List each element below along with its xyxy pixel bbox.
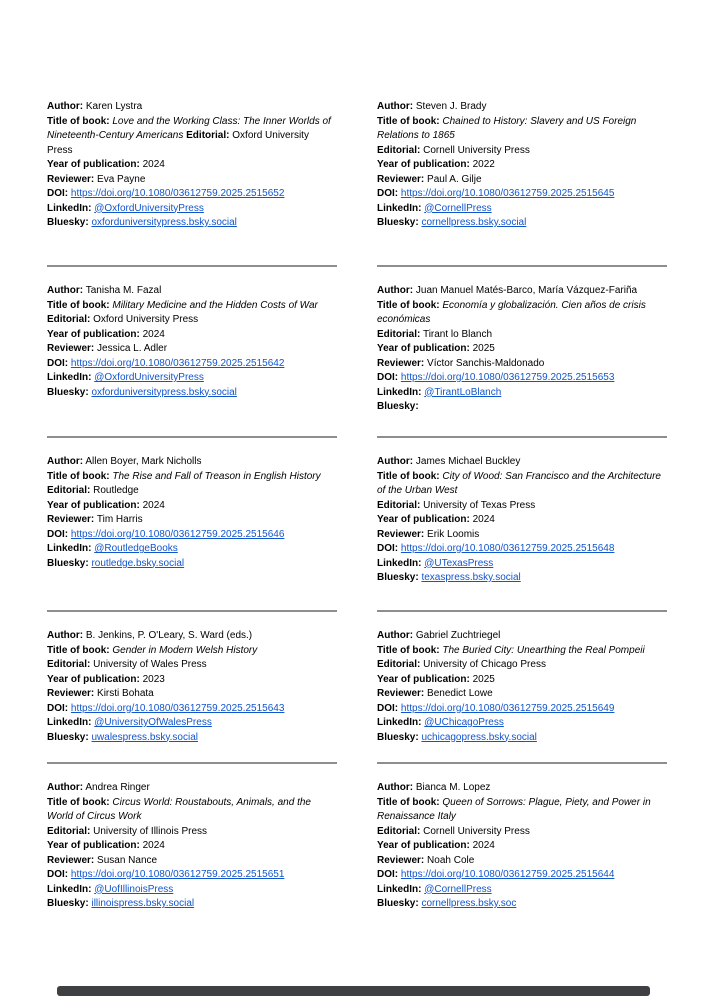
linkedin-link[interactable]: @UChicagoPress bbox=[424, 717, 504, 728]
doi-link[interactable]: https://doi.org/10.1080/03612759.2025.2515652 bbox=[70, 188, 285, 199]
bluesky-line bbox=[47, 731, 337, 746]
linkedin-line bbox=[47, 371, 337, 386]
author-line bbox=[47, 100, 337, 115]
book-entry bbox=[377, 100, 667, 231]
reviewer-label: Reviewer: bbox=[377, 528, 425, 540]
title-label: Title of book: bbox=[377, 796, 440, 808]
author-value: James Michael Buckley bbox=[415, 456, 521, 467]
doi-link[interactable]: https://doi.org/10.1080/03612759.2025.2515646 bbox=[70, 528, 285, 540]
title-line bbox=[47, 644, 337, 659]
editorial-line bbox=[47, 825, 337, 840]
title-value: Circus World: Roustabouts, Animals, and the World of Circus Work bbox=[47, 796, 311, 822]
entries-row-5 bbox=[47, 781, 708, 912]
bluesky-label: Bluesky: bbox=[47, 386, 89, 398]
editorial-label: Editorial: bbox=[377, 499, 421, 511]
year-value: 2024 bbox=[142, 159, 165, 170]
bluesky-link[interactable]: cornellpress.bsky.social bbox=[421, 217, 527, 228]
year-label: Year of publication: bbox=[47, 159, 140, 170]
bluesky-line bbox=[47, 557, 337, 572]
editorial-value: Oxford University Press bbox=[93, 314, 199, 325]
year-label: Year of publication: bbox=[377, 159, 470, 170]
year-line bbox=[47, 499, 337, 514]
reviewer-value: Eva Payne bbox=[97, 173, 146, 185]
title-value: Queen of Sorrows: Plague, Piety, and Power in Renaissance Italy bbox=[377, 796, 651, 822]
year-label: Year of publication: bbox=[377, 343, 470, 354]
bluesky-label: Bluesky: bbox=[47, 557, 89, 569]
linkedin-label: LinkedIn: bbox=[47, 717, 92, 728]
year-line bbox=[377, 513, 667, 528]
entry-slot-left bbox=[47, 100, 377, 231]
linkedin-label: LinkedIn: bbox=[377, 557, 422, 569]
reviewer-value: Noah Cole bbox=[427, 854, 475, 866]
bluesky-line bbox=[377, 216, 667, 231]
book-entry bbox=[377, 629, 667, 745]
doi-link[interactable]: https://doi.org/10.1080/03612759.2025.2515651 bbox=[70, 869, 285, 880]
bluesky-link[interactable]: cornellpress.bsky.soc bbox=[421, 898, 517, 909]
divider-line bbox=[377, 436, 667, 438]
entry-slot-left bbox=[47, 629, 377, 745]
reviewer-line bbox=[47, 173, 337, 188]
reviewer-label: Reviewer: bbox=[377, 357, 425, 369]
editorial-value: Oxford University Press bbox=[47, 130, 309, 156]
reviewer-label: Reviewer: bbox=[47, 514, 95, 525]
linkedin-link[interactable]: @TirantLoBlanch bbox=[424, 386, 502, 398]
book-entry bbox=[377, 781, 667, 912]
title-value: Love and the Working Class: The Inner Worlds of Nineteenth-Century Americans bbox=[47, 115, 331, 141]
title-label: Title of book: bbox=[377, 644, 440, 656]
year-value: 2024 bbox=[472, 514, 495, 525]
author-line bbox=[377, 100, 667, 115]
title-line bbox=[47, 115, 337, 159]
doi-label: DOI: bbox=[47, 528, 69, 540]
title-line bbox=[47, 299, 337, 314]
reviewer-value: Paul A. Gilje bbox=[427, 173, 482, 185]
reviewer-label: Reviewer: bbox=[377, 173, 425, 185]
title-label: Title of book: bbox=[47, 299, 110, 311]
title-line bbox=[377, 644, 667, 659]
bluesky-label: Bluesky: bbox=[377, 401, 419, 412]
bluesky-line bbox=[377, 897, 667, 912]
page-break-bar bbox=[57, 986, 650, 996]
bluesky-link[interactable]: uchicagopress.bsky.social bbox=[421, 731, 537, 743]
year-label: Year of publication: bbox=[47, 328, 140, 340]
year-label: Year of publication: bbox=[47, 499, 140, 511]
reviewer-value: Erik Loomis bbox=[427, 528, 480, 540]
editorial-value: University of Wales Press bbox=[93, 659, 207, 670]
book-entry bbox=[47, 284, 337, 400]
author-label: Author: bbox=[47, 630, 84, 641]
linkedin-link[interactable]: @UTexasPress bbox=[424, 557, 494, 569]
doi-link[interactable]: https://doi.org/10.1080/03612759.2025.2515653 bbox=[400, 372, 615, 383]
linkedin-label: LinkedIn: bbox=[377, 202, 422, 214]
book-entry bbox=[47, 629, 337, 745]
reviewer-line bbox=[47, 854, 337, 869]
author-value: Tanisha M. Fazal bbox=[85, 285, 162, 296]
doi-line bbox=[47, 528, 337, 543]
bluesky-label: Bluesky: bbox=[377, 898, 419, 909]
reviewer-value: Kirsti Bohata bbox=[97, 688, 154, 699]
author-value: Allen Boyer, Mark Nicholls bbox=[85, 456, 202, 467]
book-entry bbox=[47, 781, 337, 912]
reviewer-label: Reviewer: bbox=[47, 173, 95, 185]
bluesky-link[interactable]: routledge.bsky.social bbox=[91, 557, 185, 569]
linkedin-label: LinkedIn: bbox=[377, 717, 422, 728]
entries-row-1 bbox=[47, 100, 708, 284]
doi-link[interactable]: https://doi.org/10.1080/03612759.2025.2515645 bbox=[400, 188, 615, 199]
title-value: Economía y globalización. Cien años de crisis económicas bbox=[377, 299, 646, 325]
doi-line bbox=[377, 702, 667, 717]
bluesky-line bbox=[47, 897, 337, 912]
title-value: City of Wood: San Francisco and the Architecture of the Urban West bbox=[377, 470, 661, 496]
year-value: 2025 bbox=[472, 343, 495, 354]
author-line bbox=[377, 455, 667, 470]
divider-line bbox=[377, 762, 667, 764]
bluesky-label: Bluesky: bbox=[47, 898, 89, 909]
editorial-label: Editorial: bbox=[47, 825, 91, 837]
doi-label: DOI: bbox=[377, 543, 399, 554]
entry-pair bbox=[47, 455, 708, 586]
editorial-value: Tirant lo Blanch bbox=[422, 328, 493, 340]
linkedin-link[interactable]: @OxfordUniversityPress bbox=[94, 202, 204, 214]
author-value: Andrea Ringer bbox=[85, 782, 150, 793]
row-divider-4 bbox=[47, 762, 708, 764]
reviewer-label: Reviewer: bbox=[377, 854, 425, 866]
entry-slot-right bbox=[377, 455, 667, 586]
linkedin-line bbox=[47, 716, 337, 731]
year-label: Year of publication: bbox=[377, 673, 470, 685]
linkedin-line bbox=[377, 202, 667, 217]
doi-line bbox=[377, 542, 667, 557]
title-line bbox=[377, 299, 667, 328]
linkedin-line bbox=[377, 557, 667, 572]
author-label: Author: bbox=[47, 456, 84, 467]
bluesky-label: Bluesky: bbox=[47, 731, 89, 743]
author-label: Author: bbox=[377, 456, 414, 467]
year-value: 2024 bbox=[472, 840, 495, 851]
reviewer-line bbox=[47, 513, 337, 528]
reviewer-line bbox=[377, 854, 667, 869]
doi-label: DOI: bbox=[47, 188, 69, 199]
year-value: 2024 bbox=[142, 328, 165, 340]
divider-line bbox=[47, 610, 337, 612]
reviewer-label: Reviewer: bbox=[47, 854, 95, 866]
linkedin-link[interactable]: @RoutledgeBooks bbox=[94, 543, 178, 554]
reviewer-value: Tim Harris bbox=[96, 514, 143, 525]
author-value: Juan Manuel Matés-Barco, María Vázquez-Fariña bbox=[415, 285, 638, 296]
year-label: Year of publication: bbox=[377, 840, 470, 851]
editorial-line bbox=[377, 328, 667, 343]
year-value: 2024 bbox=[142, 499, 165, 511]
linkedin-link[interactable]: @OxfordUniversityPress bbox=[94, 372, 204, 383]
title-value: The Rise and Fall of Treason in English History bbox=[112, 470, 321, 482]
title-label: Title of book: bbox=[377, 470, 440, 482]
divider-line bbox=[377, 265, 667, 267]
doi-link[interactable]: https://doi.org/10.1080/03612759.2025.2515649 bbox=[400, 702, 615, 714]
doi-label: DOI: bbox=[47, 702, 69, 714]
reviewer-value: Susan Nance bbox=[97, 854, 158, 866]
row-divider-2 bbox=[47, 436, 708, 438]
title-label: Title of book: bbox=[47, 644, 110, 656]
divider-line bbox=[47, 265, 337, 267]
reviewer-line bbox=[377, 528, 667, 543]
year-line bbox=[47, 839, 337, 854]
editorial-label: Editorial: bbox=[47, 314, 91, 325]
author-value: Karen Lystra bbox=[85, 101, 143, 112]
title-value: Gender in Modern Welsh History bbox=[112, 644, 258, 656]
author-line bbox=[377, 781, 667, 796]
author-value: B. Jenkins, P. O'Leary, S. Ward (eds.) bbox=[85, 630, 253, 641]
editorial-line bbox=[47, 313, 337, 328]
editorial-label: Editorial: bbox=[47, 485, 91, 496]
entries-row-4 bbox=[47, 629, 708, 781]
linkedin-link[interactable]: @UofIllinoisPress bbox=[94, 883, 174, 895]
editorial-line bbox=[377, 658, 667, 673]
bluesky-link[interactable]: texaspress.bsky.social bbox=[421, 572, 521, 583]
bluesky-label: Bluesky: bbox=[47, 217, 89, 228]
doi-line bbox=[47, 702, 337, 717]
author-line bbox=[377, 284, 667, 299]
year-value: 2024 bbox=[142, 840, 165, 851]
book-entry bbox=[47, 455, 337, 571]
linkedin-label: LinkedIn: bbox=[47, 202, 92, 214]
doi-label: DOI: bbox=[377, 188, 399, 199]
title-line bbox=[47, 796, 337, 825]
entry-slot-right bbox=[377, 781, 667, 912]
year-line bbox=[377, 158, 667, 173]
bluesky-link[interactable]: uwalespress.bsky.social bbox=[91, 731, 198, 743]
author-label: Author: bbox=[377, 630, 414, 641]
reviewer-line bbox=[47, 687, 337, 702]
reviewer-label: Reviewer: bbox=[377, 688, 425, 699]
doi-label: DOI: bbox=[377, 869, 399, 880]
doi-label: DOI: bbox=[47, 869, 69, 880]
entry-slot-right bbox=[377, 629, 667, 745]
linkedin-link[interactable]: @CornellPress bbox=[424, 883, 492, 895]
doi-link[interactable]: https://doi.org/10.1080/03612759.2025.2515644 bbox=[400, 869, 615, 880]
doi-label: DOI: bbox=[377, 702, 399, 714]
divider-line bbox=[377, 610, 667, 612]
entry-slot-left bbox=[47, 781, 377, 912]
title-line bbox=[377, 470, 667, 499]
book-entry bbox=[47, 100, 337, 231]
reviewer-line bbox=[377, 687, 667, 702]
editorial-value: Routledge bbox=[93, 485, 139, 496]
author-label: Author: bbox=[47, 285, 84, 296]
divider-line bbox=[47, 436, 337, 438]
book-entry bbox=[377, 284, 667, 415]
title-label: Title of book: bbox=[377, 115, 440, 127]
reviewer-line bbox=[377, 357, 667, 372]
editorial-value: Cornell University Press bbox=[423, 144, 530, 156]
doi-line bbox=[377, 187, 667, 202]
author-label: Author: bbox=[377, 782, 414, 793]
linkedin-line bbox=[47, 883, 337, 898]
year-line bbox=[47, 328, 337, 343]
author-value: Bianca M. Lopez bbox=[415, 782, 491, 793]
linkedin-label: LinkedIn: bbox=[377, 386, 422, 398]
editorial-label: Editorial: bbox=[377, 659, 421, 670]
editorial-value: University of Texas Press bbox=[423, 499, 536, 511]
bluesky-link[interactable]: oxforduniversitypress.bsky.social bbox=[91, 217, 237, 228]
entry-slot-right bbox=[377, 100, 667, 231]
editorial-label: Editorial: bbox=[377, 825, 421, 837]
reviewer-value: Benedict Lowe bbox=[427, 688, 493, 699]
bluesky-line bbox=[377, 731, 667, 746]
doi-link[interactable]: https://doi.org/10.1080/03612759.2025.2515648 bbox=[400, 543, 615, 554]
editorial-label: Editorial: bbox=[47, 659, 91, 670]
author-line bbox=[47, 781, 337, 796]
linkedin-link[interactable]: @CornellPress bbox=[424, 202, 492, 214]
doi-label: DOI: bbox=[377, 372, 399, 383]
linkedin-label: LinkedIn: bbox=[47, 372, 92, 383]
year-line bbox=[47, 158, 337, 173]
bluesky-label: Bluesky: bbox=[377, 572, 419, 583]
reviewer-label: Reviewer: bbox=[47, 343, 95, 354]
linkedin-line bbox=[377, 386, 667, 401]
editorial-line bbox=[47, 658, 337, 673]
author-line bbox=[377, 629, 667, 644]
bluesky-line bbox=[377, 571, 667, 586]
bluesky-line bbox=[47, 216, 337, 231]
year-line bbox=[47, 673, 337, 688]
linkedin-line bbox=[47, 202, 337, 217]
author-value: Gabriel Zuchtriegel bbox=[415, 630, 501, 641]
title-label: Title of book: bbox=[377, 299, 440, 311]
year-label: Year of publication: bbox=[47, 673, 140, 685]
title-label: Title of book: bbox=[47, 796, 110, 808]
entry-slot-right bbox=[377, 284, 667, 415]
title-line bbox=[377, 115, 667, 144]
bluesky-link[interactable]: oxforduniversitypress.bsky.social bbox=[91, 386, 237, 398]
year-label: Year of publication: bbox=[47, 840, 140, 851]
author-label: Author: bbox=[377, 285, 414, 296]
entries-row-3 bbox=[47, 455, 708, 629]
row-divider-1 bbox=[47, 265, 708, 267]
editorial-label: Editorial: bbox=[377, 144, 421, 156]
author-label: Author: bbox=[47, 101, 84, 112]
editorial-line bbox=[377, 825, 667, 840]
divider-line bbox=[47, 762, 337, 764]
reviewer-line bbox=[47, 342, 337, 357]
author-line bbox=[47, 455, 337, 470]
doi-line bbox=[47, 357, 337, 372]
reviewer-value: Víctor Sanchis-Maldonado bbox=[427, 357, 545, 369]
reviewer-label: Reviewer: bbox=[47, 688, 95, 699]
title-value: Chained to History: Slavery and US Foreign Relations to 1865 bbox=[377, 115, 637, 141]
doi-line bbox=[47, 868, 337, 883]
entry-pair bbox=[47, 781, 708, 912]
editorial-label: Editorial: bbox=[186, 130, 230, 141]
author-line bbox=[47, 629, 337, 644]
linkedin-label: LinkedIn: bbox=[377, 883, 422, 895]
linkedin-line bbox=[47, 542, 337, 557]
bluesky-label: Bluesky: bbox=[377, 217, 419, 228]
row-divider-3 bbox=[47, 610, 708, 612]
author-label: Author: bbox=[47, 782, 84, 793]
entry-pair bbox=[47, 100, 708, 231]
doi-line bbox=[377, 371, 667, 386]
title-line bbox=[47, 470, 337, 485]
title-label: Title of book: bbox=[47, 115, 110, 127]
editorial-value: Cornell University Press bbox=[423, 825, 530, 837]
year-value: 2023 bbox=[142, 673, 165, 685]
year-line bbox=[377, 839, 667, 854]
linkedin-label: LinkedIn: bbox=[47, 883, 92, 895]
editorial-line bbox=[377, 144, 667, 159]
linkedin-label: LinkedIn: bbox=[47, 543, 92, 554]
entry-slot-left bbox=[47, 455, 377, 571]
entry-slot-left bbox=[47, 284, 377, 400]
linkedin-link[interactable]: @UniversityOfWalesPress bbox=[94, 717, 212, 728]
doi-label: DOI: bbox=[47, 357, 69, 369]
book-entry bbox=[377, 455, 667, 586]
year-line bbox=[377, 342, 667, 357]
entries-row-2 bbox=[47, 284, 708, 455]
title-label: Title of book: bbox=[47, 470, 110, 482]
doi-link[interactable]: https://doi.org/10.1080/03612759.2025.2515643 bbox=[70, 702, 285, 714]
year-line bbox=[377, 673, 667, 688]
reviewer-value: Jessica L. Adler bbox=[97, 343, 168, 354]
title-line bbox=[377, 796, 667, 825]
author-value: Steven J. Brady bbox=[415, 101, 487, 112]
linkedin-line bbox=[377, 883, 667, 898]
bluesky-line bbox=[377, 400, 667, 415]
linkedin-line bbox=[377, 716, 667, 731]
editorial-line bbox=[47, 484, 337, 499]
doi-line bbox=[47, 187, 337, 202]
year-value: 2022 bbox=[472, 159, 495, 170]
doi-line bbox=[377, 868, 667, 883]
entry-pair bbox=[47, 284, 708, 415]
doi-link[interactable]: https://doi.org/10.1080/03612759.2025.2515642 bbox=[70, 357, 285, 369]
editorial-line bbox=[377, 499, 667, 514]
entry-pair bbox=[47, 629, 708, 745]
year-value: 2025 bbox=[472, 673, 495, 685]
editorial-label: Editorial: bbox=[377, 328, 421, 340]
title-value: Military Medicine and the Hidden Costs of War bbox=[112, 299, 318, 311]
author-line bbox=[47, 284, 337, 299]
bluesky-label: Bluesky: bbox=[377, 731, 419, 743]
editorial-value: University of Chicago Press bbox=[423, 659, 546, 670]
title-value: The Buried City: Unearthing the Real Pompeii bbox=[442, 644, 645, 656]
bluesky-line bbox=[47, 386, 337, 401]
author-label: Author: bbox=[377, 101, 414, 112]
reviewer-line bbox=[377, 173, 667, 188]
editorial-value: University of Illinois Press bbox=[93, 825, 208, 837]
bluesky-link[interactable]: illinoispress.bsky.social bbox=[91, 898, 195, 909]
year-label: Year of publication: bbox=[377, 514, 470, 525]
